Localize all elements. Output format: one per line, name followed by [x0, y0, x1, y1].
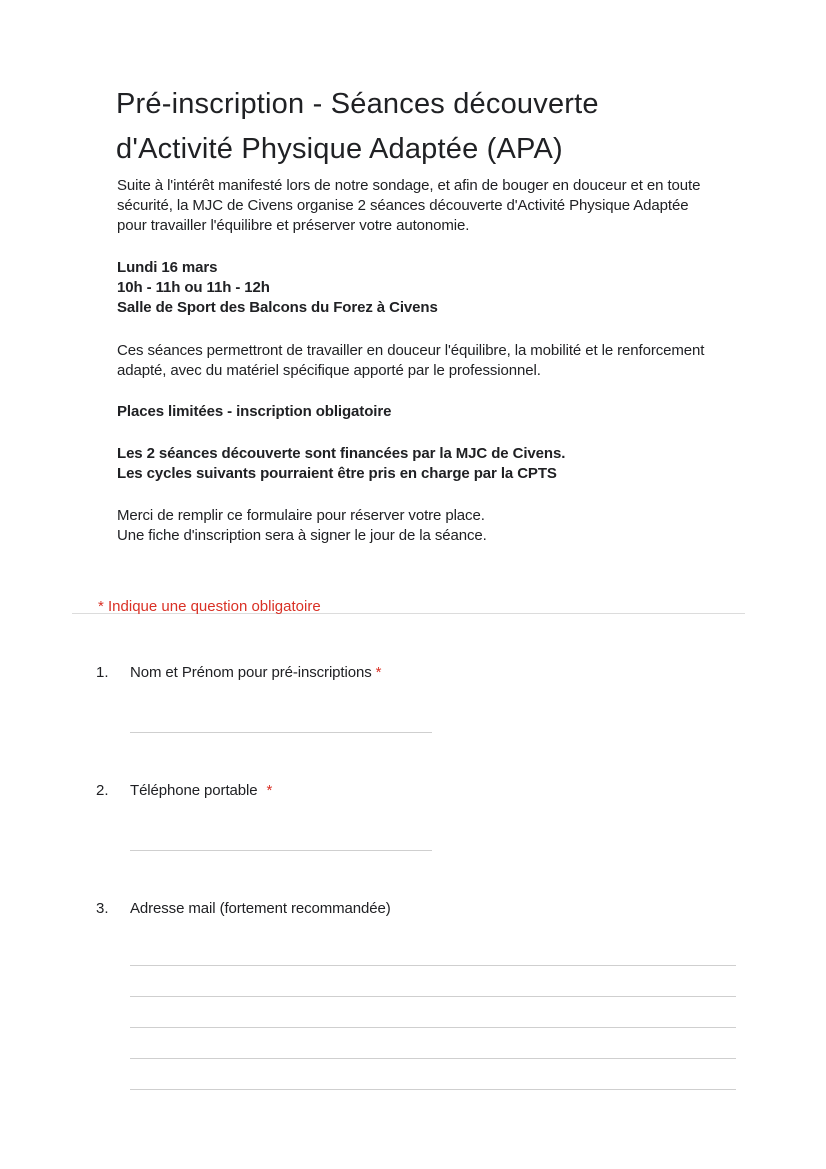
answer-input-line[interactable] — [130, 850, 432, 851]
required-note-row — [0, 598, 826, 618]
answer-input-line[interactable] — [130, 732, 432, 733]
financing-block — [117, 444, 721, 484]
places-limited-note: Places limitées - inscription obligatoire — [117, 403, 392, 420]
schedule-date: Lundi 16 mars — [117, 259, 218, 276]
question-content — [130, 781, 826, 851]
question-adresse-mail — [96, 899, 826, 1090]
financing-line-1: Les 2 séances découverte sont financées par la MJC de Civens. — [117, 445, 566, 462]
required-asterisk: * — [266, 782, 273, 799]
closing-line-1: Merci de remplir ce formulaire pour réserver votre place. — [117, 507, 485, 524]
questions-list — [0, 663, 826, 1090]
intro-line-1: Suite à l'intérêt manifesté lors de notre sondage, et afin de bouger en douceur et en toute — [117, 177, 701, 194]
session-details — [117, 341, 721, 381]
question-number: 1. — [96, 664, 109, 681]
closing-block — [117, 506, 721, 546]
required-note: * Indique une question obligatoire — [98, 598, 321, 615]
question-label — [130, 899, 826, 919]
question-label-text: Adresse mail (fortement recommandée) — [130, 900, 391, 917]
answer-input-line[interactable] — [130, 1027, 736, 1028]
schedule-location: Salle de Sport des Balcons du Forez à Civens — [117, 299, 438, 316]
question-content — [130, 899, 826, 1090]
question-content — [130, 663, 826, 733]
form-title — [116, 82, 826, 172]
details-line-2: adapté, avec du matériel spécifique apporté par le professionnel. — [117, 362, 541, 379]
question-number: 2. — [96, 782, 109, 799]
financing-line-2: Les cycles suivants pourraient être pris en charge par la CPTS — [117, 465, 557, 482]
schedule-block — [117, 258, 721, 318]
question-number: 3. — [96, 900, 109, 917]
answer-input-line[interactable] — [130, 996, 736, 997]
answer-input-line[interactable] — [130, 1089, 736, 1090]
question-label — [130, 663, 826, 683]
question-nom-prenom — [96, 663, 826, 733]
details-line-1: Ces séances permettront de travailler en douceur l'équilibre, la mobilité et le renforcement — [117, 342, 705, 359]
question-label — [130, 781, 826, 801]
intro-line-3: pour travailler l'équilibre et préserver votre autonomie. — [117, 217, 470, 234]
closing-line-2: Une fiche d'inscription sera à signer le jour de la séance. — [117, 527, 487, 544]
question-label-text: Téléphone portable — [130, 782, 258, 799]
required-asterisk: * — [375, 664, 382, 681]
schedule-hours: 10h - 11h ou 11h - 12h — [117, 279, 270, 296]
form-title-line-1: Pré-inscription - Séances découverte — [116, 88, 599, 120]
form-title-line-2: d'Activité Physique Adaptée (APA) — [116, 133, 563, 165]
question-label-text: Nom et Prénom pour pré-inscriptions — [130, 664, 372, 681]
form-description-intro — [117, 176, 721, 236]
answer-input-line[interactable] — [130, 1058, 736, 1059]
intro-line-2: sécurité, la MJC de Civens organise 2 séances découverte d'Activité Physique Adaptée — [117, 197, 689, 214]
answer-input-line[interactable] — [130, 965, 736, 966]
question-telephone — [96, 781, 826, 851]
